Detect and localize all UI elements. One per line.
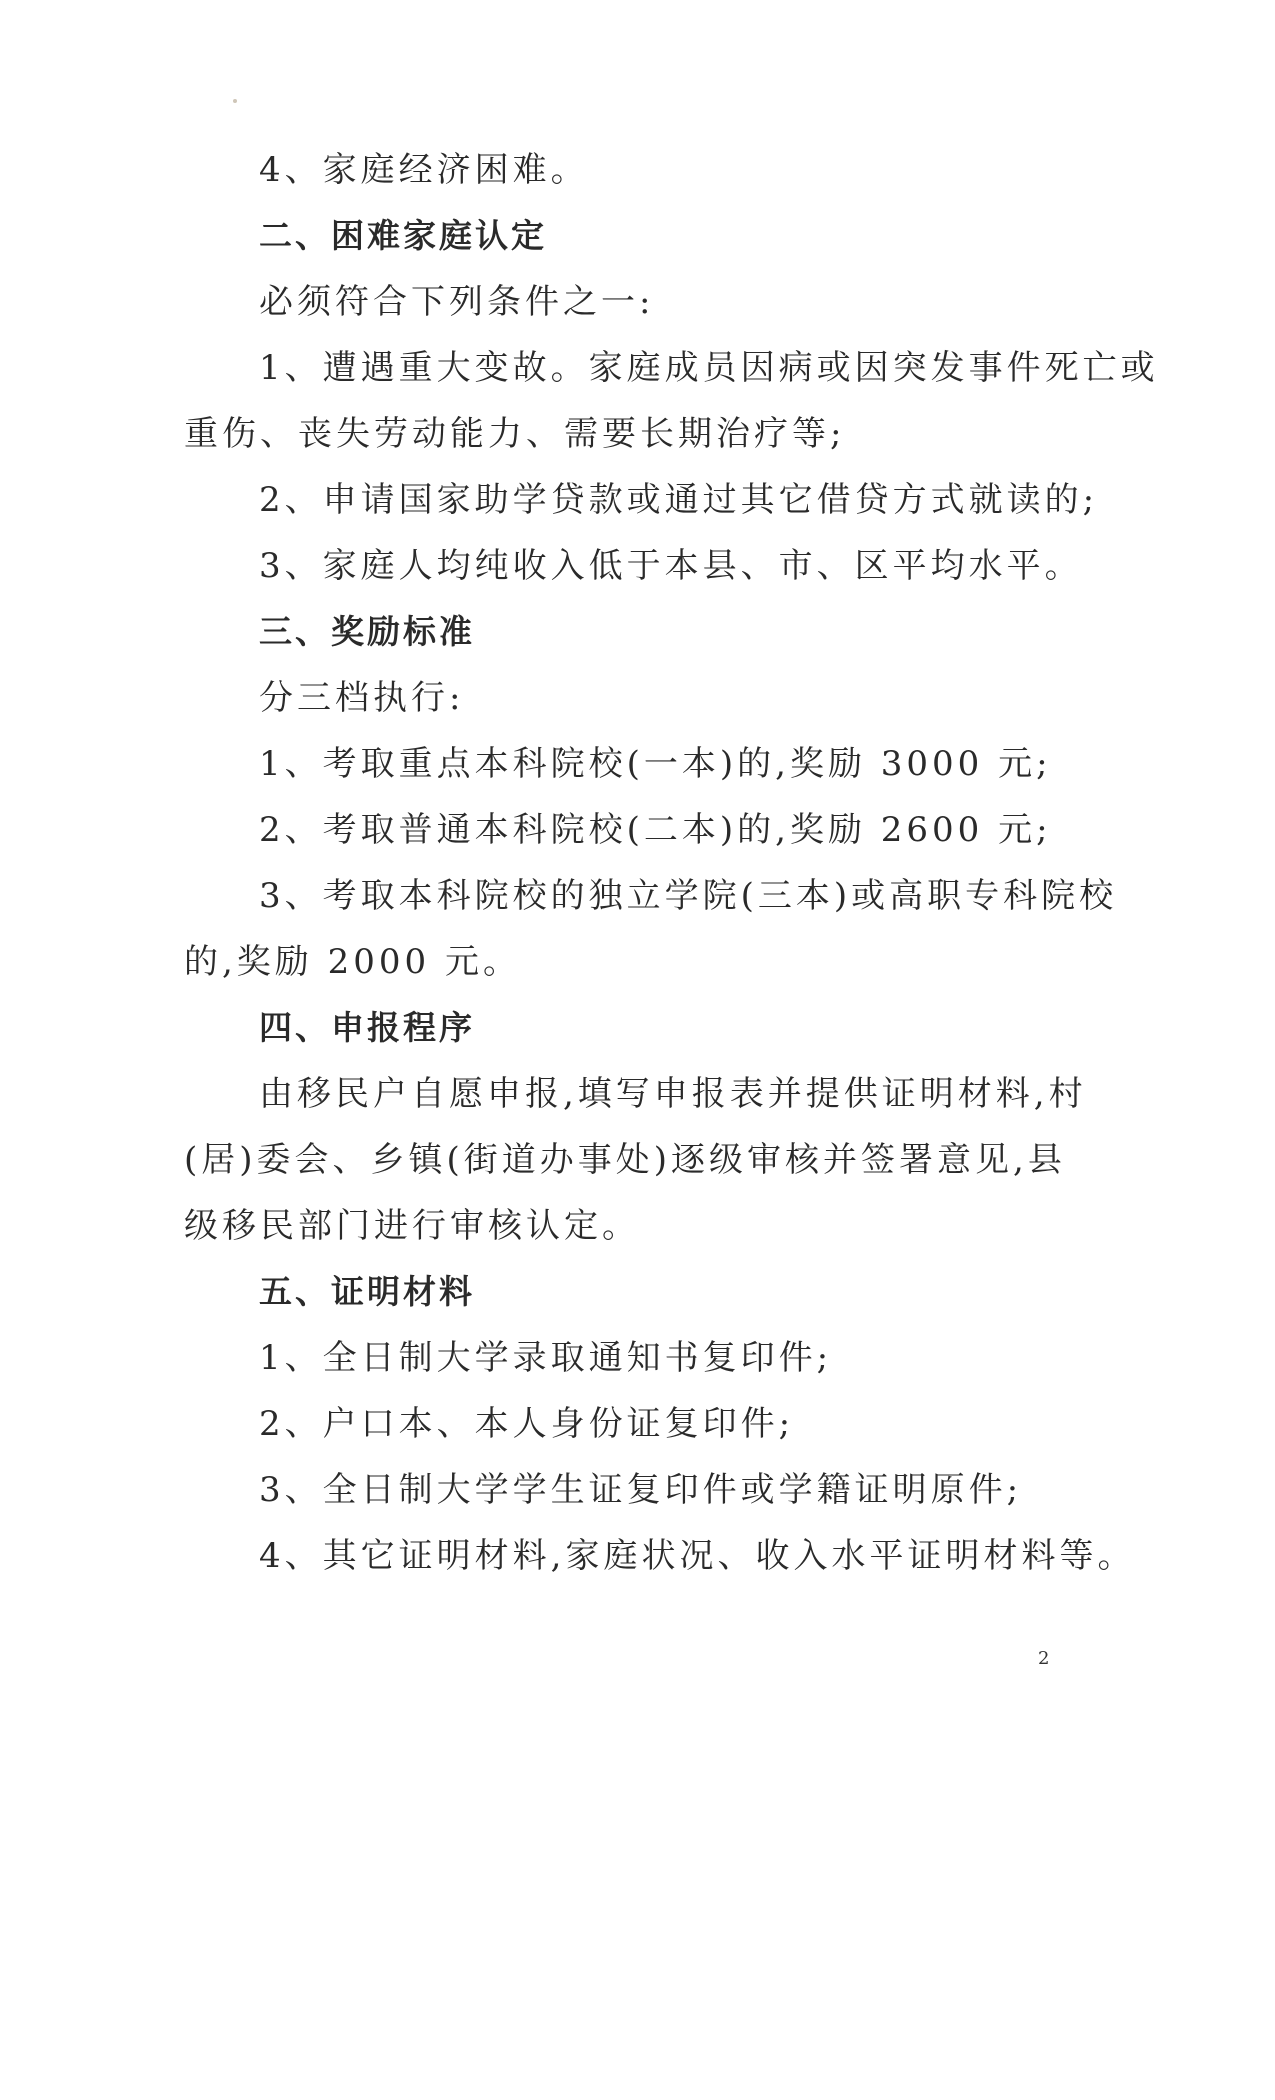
list-item: 1、全日制大学录取通知书复印件; xyxy=(259,1338,833,1378)
list-item: 4、其它证明材料,家庭状况、收入水平证明材料等。 xyxy=(259,1536,1136,1576)
list-item: 3、家庭人均纯收入低于本县、市、区平均水平。 xyxy=(259,546,1083,586)
section-heading: 五、证明材料 xyxy=(259,1272,475,1311)
paragraph-line: 级移民部门进行审核认定。 xyxy=(184,1206,640,1246)
paragraph-line: 的,奖励 2000 元。 xyxy=(184,942,521,982)
scan-speck xyxy=(233,99,237,103)
list-item: 3、全日制大学学生证复印件或学籍证明原件; xyxy=(259,1470,1023,1510)
paragraph-line: (居)委会、乡镇(街道办事处)逐级审核并签署意见,县 xyxy=(184,1140,1066,1180)
section-heading: 四、申报程序 xyxy=(259,1008,475,1047)
list-item: 2、考取普通本科院校(二本)的,奖励 2600 元; xyxy=(259,810,1052,850)
list-item: 1、遭遇重大变故。家庭成员因病或因突发事件死亡或 xyxy=(259,348,1159,388)
list-item: 2、户口本、本人身份证复印件; xyxy=(259,1404,795,1444)
page-number: 2 xyxy=(1038,1648,1050,1669)
list-item: 1、考取重点本科院校(一本)的,奖励 3000 元; xyxy=(259,744,1052,784)
section-heading: 三、奖励标准 xyxy=(259,612,475,651)
paragraph-line: 分三档执行: xyxy=(259,678,465,718)
paragraph-line: 必须符合下列条件之一: xyxy=(259,282,655,322)
section-heading: 二、困难家庭认定 xyxy=(259,216,547,255)
list-item: 3、考取本科院校的独立学院(三本)或高职专科院校 xyxy=(259,876,1118,916)
list-item: 4、家庭经济困难。 xyxy=(259,150,589,190)
paragraph-line: 重伤、丧失劳动能力、需要长期治疗等; xyxy=(184,414,846,454)
paragraph-line: 由移民户自愿申报,填写申报表并提供证明材料,村 xyxy=(259,1074,1087,1114)
list-item: 2、申请国家助学贷款或通过其它借贷方式就读的; xyxy=(259,480,1099,520)
